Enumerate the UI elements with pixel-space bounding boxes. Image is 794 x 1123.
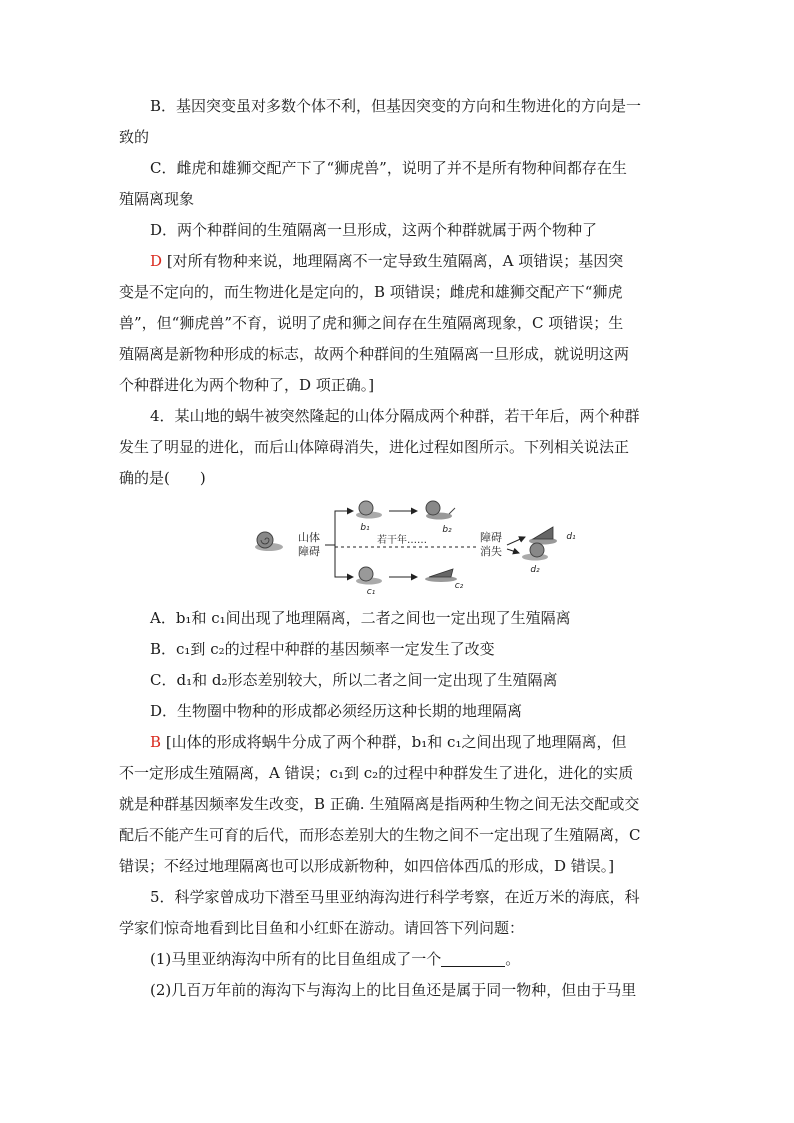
snail-b1-icon: [356, 501, 382, 519]
q3-answer-line1: [119, 246, 677, 277]
q4-stem: [119, 401, 677, 494]
snail-c2-icon: [425, 569, 457, 582]
label-d2: d₂: [530, 565, 540, 575]
q3-answer-text1: [对所有物种来说，地理隔离不一定导致生殖隔离，A 项错误；基因突: [166, 252, 624, 270]
label-d1: d₁: [566, 532, 576, 542]
q4-stem-line2: 发生了明显的进化，而后山体障碍消失，进化过程如图所示。下列相关说法正: [119, 438, 630, 456]
label-b1: b₁: [360, 523, 370, 533]
q5-sub1-blank[interactable]: [441, 950, 505, 967]
q4-answer-line1: [119, 727, 677, 758]
label-c1: c₁: [366, 587, 376, 597]
q4-answer-line2: 不一定形成生殖隔离，A 错误；c₁到 c₂的过程中种群发生了进化，进化的实质: [119, 764, 634, 782]
q3-options: [119, 91, 677, 246]
years-label: 若干年……: [377, 535, 427, 546]
barrier-label-line1: 山体: [298, 531, 320, 544]
branch-lower-arrow: [325, 545, 353, 577]
q4-stem-line1: 4．某山地的蜗牛被突然隆起的山体分隔成两个种群，若干年后，两个种群: [150, 407, 640, 425]
q4-answer-line3: 就是种群基因频率发生改变，B 正确. 生殖隔离是指两种生物之间无法交配或交: [119, 795, 640, 813]
q5-sub2: (2)几百万年前的海沟下与海沟上的比目鱼还是属于同一物种，但由于马里: [150, 981, 637, 999]
q3-answer-line3: 兽”，但“狮虎兽”不育，说明了虎和狮之间存在生殖隔离现象，C 项错误；生: [119, 314, 624, 332]
q3-option-b-line2: 致的: [119, 128, 150, 146]
q4-answer-letter: B: [150, 733, 162, 751]
snail-c1-icon: [356, 567, 382, 585]
q3-answer: [119, 246, 677, 401]
q5-stem-line2: 学家们惊奇地看到比目鱼和小红虾在游动。请回答下列问题：: [119, 919, 525, 937]
q4-option-d: D．生物圈中物种的形成都必须经历这种长期的地理隔离: [150, 702, 523, 720]
q3-answer-line2: 变是不定向的，而生物进化是定向的，B 项错误；雌虎和雄狮交配产下“狮虎: [119, 283, 623, 301]
q4-answer-line5: 错误；不经过地理隔离也可以形成新物种，如四倍体西瓜的形成，D 错误。]: [119, 857, 615, 875]
snail-d2-icon: [522, 543, 548, 561]
snail-d1-icon: [529, 527, 557, 545]
q4-stem-line3: 确的是( ): [119, 469, 206, 487]
q5-stem: [119, 882, 677, 1006]
snail-b2-icon: [426, 501, 455, 520]
vanish-label-line2: 消失: [480, 545, 502, 558]
arrow-to-d2: [507, 549, 519, 553]
label-c2: c₂: [454, 581, 464, 591]
q3-answer-line4: 殖隔离是新物种形成的标志，故两个种群间的生殖隔离一旦形成，就说明这两: [119, 345, 630, 363]
q3-option-b-line1: B．基因突变虽对多数个体不利，但基因突变的方向和生物进化的方向是一: [150, 97, 642, 115]
q3-answer-line5: 个种群进化为两个物种了，D 项正确。]: [119, 376, 375, 394]
q4-answer-text1: [山体的形成将蜗牛分成了两个种群，b₁和 c₁之间出现了地理隔离，但: [165, 733, 627, 751]
q3-option-c-line1: C．雌虎和雄狮交配产下了“狮虎兽”，说明了并不是所有物种间都存在生: [150, 159, 627, 177]
vanish-label-line1: 障碍: [480, 531, 502, 544]
q5-sub1-end: 。: [505, 950, 521, 968]
snail-origin-icon: [255, 532, 283, 551]
q5-sub1-text: (1)马里亚纳海沟中所有的比目鱼组成了一个: [150, 950, 442, 968]
q3-answer-letter: D: [150, 252, 163, 270]
q5-stem-line1: 5．科学家曾成功下潜至马里亚纳海沟进行科学考察，在近万米的海底，科: [150, 888, 640, 906]
q4-option-b: B．c₁到 c₂的过程中种群的基因频率一定发生了改变: [150, 640, 495, 658]
q3-option-d-line1: D．两个种群间的生殖隔离一旦形成，这两个种群就属于两个物种了: [150, 221, 598, 239]
barrier-label-line2: 障碍: [298, 545, 320, 558]
q3-option-c-line2: 殖隔离现象: [119, 190, 195, 208]
snail-evolution-diagram: [253, 497, 583, 597]
q4-options: [119, 603, 677, 727]
q4-option-a: A．b₁和 c₁间出现了地理隔离，二者之间也一定出现了生殖隔离: [150, 609, 571, 627]
arrow-to-d1: [507, 537, 525, 545]
label-b2: b₂: [442, 525, 452, 535]
q4-answer: [119, 727, 677, 882]
branch-upper-arrow: [325, 511, 353, 545]
q4-option-c: C．d₁和 d₂形态差别较大，所以二者之间一定出现了生殖隔离: [150, 671, 558, 689]
q5-sub1: [119, 944, 677, 975]
q4-answer-line4: 配后不能产生可育的后代，而形态差别大的生物之间不一定出现了生殖隔离，C: [119, 826, 641, 844]
